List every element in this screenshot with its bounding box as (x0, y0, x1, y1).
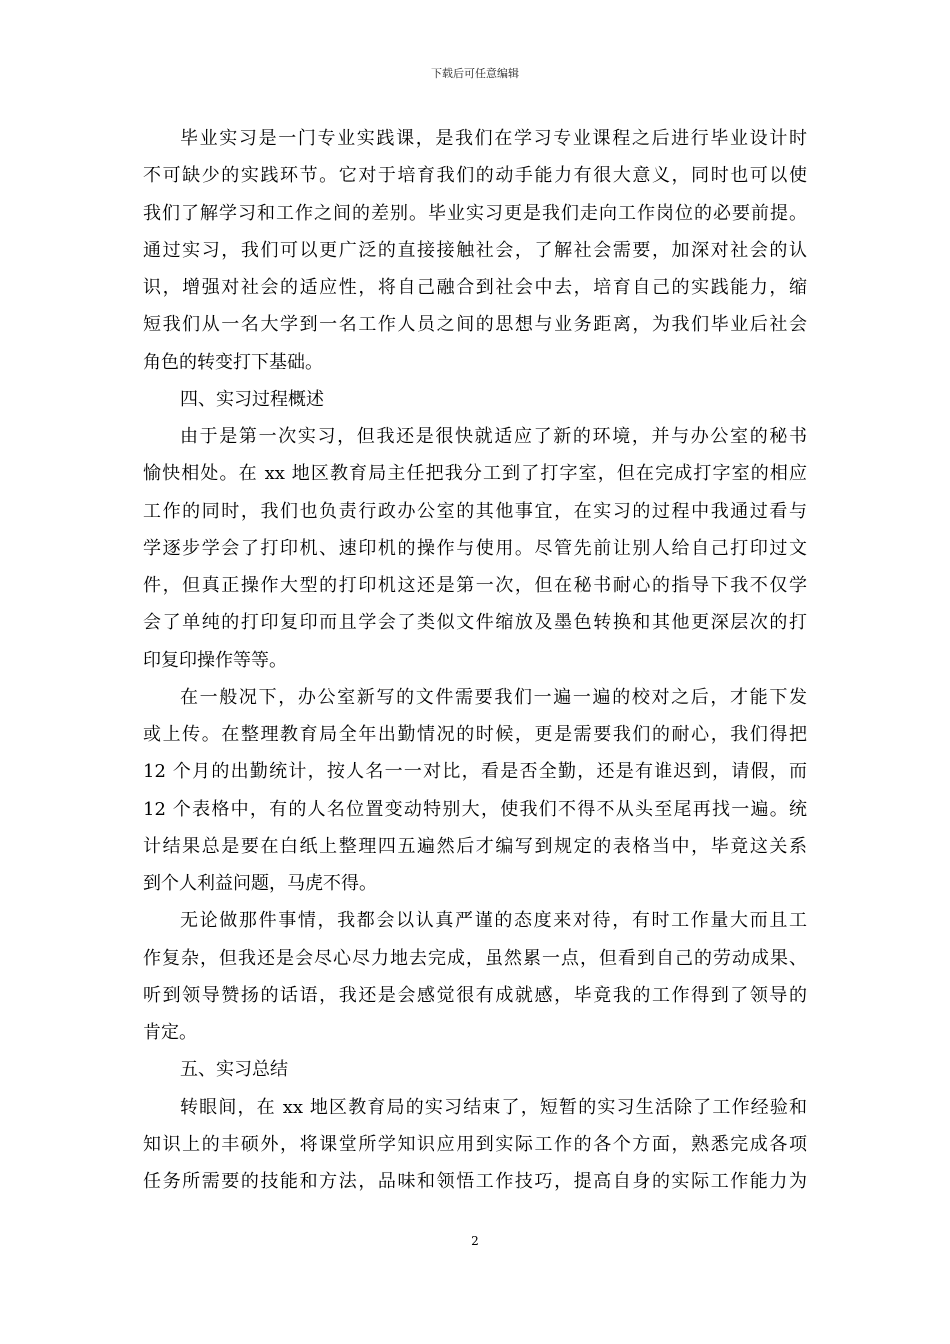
text-line: 四、实习过程概述 (180, 388, 324, 410)
text-line: 会了单纯的打印复印而且学会了类似文件缩放及墨色转换和其他更深层次的打 (143, 612, 807, 634)
text-line: 由于是第一次实习，但我还是很快就适应了新的环境，并与办公室的秘书 (180, 426, 807, 447)
text-line: 印复印操作等等。 (143, 649, 287, 671)
text-line: 作复杂，但我还是会尽心尽力地去完成，虽然累一点，但看到自己的劳动成果、 (143, 947, 807, 969)
text-line: 短我们从一名大学到一名工作人员之间的思想与业务距离，为我们毕业后社会 (143, 314, 807, 336)
text-line: 在一般况下，办公室新写的文件需要我们一遍一遍的校对之后，才能下发 (180, 686, 807, 708)
text-line: 无论做那件事情，我都会以认真严谨的态度来对待，有时工作量大而且工 (180, 910, 807, 932)
text-line: 转眼间，在 xx 地区教育局的实习结束了，短暂的实习生活除了工作经验和 (180, 1096, 807, 1118)
text-line: 知识上的丰硕外，将课堂所学知识应用到实际工作的各个方面，熟悉完成各项 (143, 1133, 807, 1155)
text-line: 到个人利益问题，马虎不得。 (143, 873, 377, 894)
text-line: 我们了解学习和工作之间的差别。毕业实习更是我们走向工作岗位的必要前提。 (143, 202, 807, 224)
text-line: 12 个月的出勤统计，按人名一一对比，看是否全勤，还是有谁迟到，请假，而 (143, 761, 807, 783)
page-header: 下载后可任意编辑 (431, 67, 519, 80)
document-body (143, 120, 807, 1200)
page-number: 2 (471, 1234, 479, 1248)
text-line: 听到领导赞扬的话语，我还是会感觉很有成就感，毕竟我的工作得到了领导的 (143, 984, 807, 1006)
text-line: 识，增强对社会的适应性，将自己融合到社会中去，培育自己的实践能力，缩 (143, 277, 807, 298)
text-line: 五、实习总结 (180, 1059, 288, 1081)
text-line: 或上传。在整理教育局全年出勤情况的时候，更是需要我们的耐心，我们得把 (143, 724, 807, 745)
text-line: 毕业实习是一门专业实践课，是我们在学习专业课程之后进行毕业设计时 (180, 128, 807, 149)
text-line: 不可缺少的实践环节。它对于培育我们的动手能力有很大意义，同时也可以使 (143, 165, 807, 187)
text-line: 学逐步学会了打印机、速印机的操作与使用。尽管先前让别人给自己打印过文 (143, 537, 807, 559)
text-line: 计结果总是要在白纸上整理四五遍然后才编写到规定的表格当中，毕竟这关系 (143, 835, 807, 857)
text-line: 工作的同时，我们也负责行政办公室的其他事宜，在实习的过程中我通过看与 (143, 500, 807, 522)
text-line: 12 个表格中，有的人名位置变动特别大，使我们不得不从头至尾再找一遍。统 (143, 798, 807, 820)
text-line: 件，但真正操作大型的打印机这还是第一次，但在秘书耐心的指导下我不仅学 (143, 575, 807, 596)
text-line: 通过实习，我们可以更广泛的直接接触社会，了解社会需要，加深对社会的认 (143, 239, 807, 261)
text-line: 肯定。 (143, 1022, 197, 1043)
text-line: 角色的转变打下基础。 (143, 351, 323, 373)
text-line: 愉快相处。在 xx 地区教育局主任把我分工到了打字室，但在完成打字室的相应 (143, 463, 807, 485)
text-line: 任务所需要的技能和方法，品味和领悟工作技巧，提高自身的实际工作能力为 (143, 1171, 807, 1192)
